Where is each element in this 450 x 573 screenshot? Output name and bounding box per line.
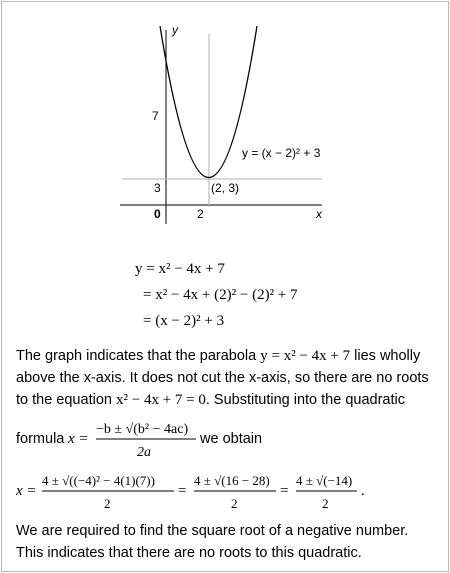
conclusion-line-1: We are required to find the square root of a negative number. bbox=[16, 523, 409, 539]
text-segment: The graph indicates that the parabola bbox=[16, 348, 261, 364]
derivation-block bbox=[2, 252, 448, 352]
y-axis-label: y bbox=[172, 23, 178, 37]
derivation-line-1: y = x² − 4x + 7 bbox=[135, 261, 225, 277]
obtain-text: we obtain bbox=[200, 431, 263, 447]
conclusion-line-2: This indicates that there are no roots to this quadratic. bbox=[16, 545, 362, 561]
formula-x: x = bbox=[68, 431, 89, 447]
sub-denominator-1: 2 bbox=[104, 496, 111, 511]
substitution-line bbox=[2, 466, 448, 518]
period: . bbox=[361, 483, 365, 499]
origin-label: 0 bbox=[154, 207, 161, 221]
equals-sign: = bbox=[280, 483, 289, 499]
text-segment: to the equation bbox=[16, 392, 116, 408]
inline-equation: y = x² − 4x + 7 bbox=[260, 348, 351, 364]
sub-denominator-2: 2 bbox=[231, 496, 238, 511]
sub-numerator-3: 4 ± √(−14) bbox=[296, 473, 353, 488]
formula-word: formula bbox=[16, 431, 65, 447]
formula-denominator: 2a bbox=[137, 445, 151, 460]
text-segment: above the x-axis. It does not cut the x-axis, so there are no roots bbox=[16, 370, 429, 386]
text-segment: lies wholly bbox=[350, 348, 421, 364]
sub-numerator-2: 4 ± √(16 − 28) bbox=[194, 473, 270, 488]
document-page bbox=[1, 1, 449, 572]
conclusion-paragraph bbox=[16, 520, 436, 564]
vertex-x-label: 2 bbox=[197, 207, 204, 221]
quadratic-formula-line bbox=[2, 415, 448, 465]
equals-sign: = bbox=[178, 483, 187, 499]
text-segment: . Substituting into the quadratic bbox=[205, 392, 405, 408]
sub-x: x = bbox=[16, 483, 37, 499]
curve-equation-label: y = (x − 2)² + 3 bbox=[242, 146, 321, 160]
inline-equation: x² − 4x + 7 = 0 bbox=[115, 392, 206, 408]
x-axis-label: x bbox=[316, 207, 322, 221]
vertex-y-label: 3 bbox=[154, 181, 161, 195]
vertex-point-label: (2, 3) bbox=[211, 181, 240, 195]
derivation-line-2: = x² − 4x + (2)² − (2)² + 7 bbox=[143, 287, 298, 303]
parabola-graph bbox=[2, 2, 448, 232]
formula-numerator: −b ± √(b² − 4ac) bbox=[96, 422, 189, 437]
explanation-paragraph bbox=[16, 345, 436, 411]
sub-numerator-1: 4 ± √((−4)² − 4(1)(7)) bbox=[42, 473, 155, 488]
derivation-line-3: = (x − 2)² + 3 bbox=[143, 313, 225, 329]
sub-denominator-3: 2 bbox=[322, 496, 329, 511]
y-intercept-label: 7 bbox=[152, 109, 159, 123]
